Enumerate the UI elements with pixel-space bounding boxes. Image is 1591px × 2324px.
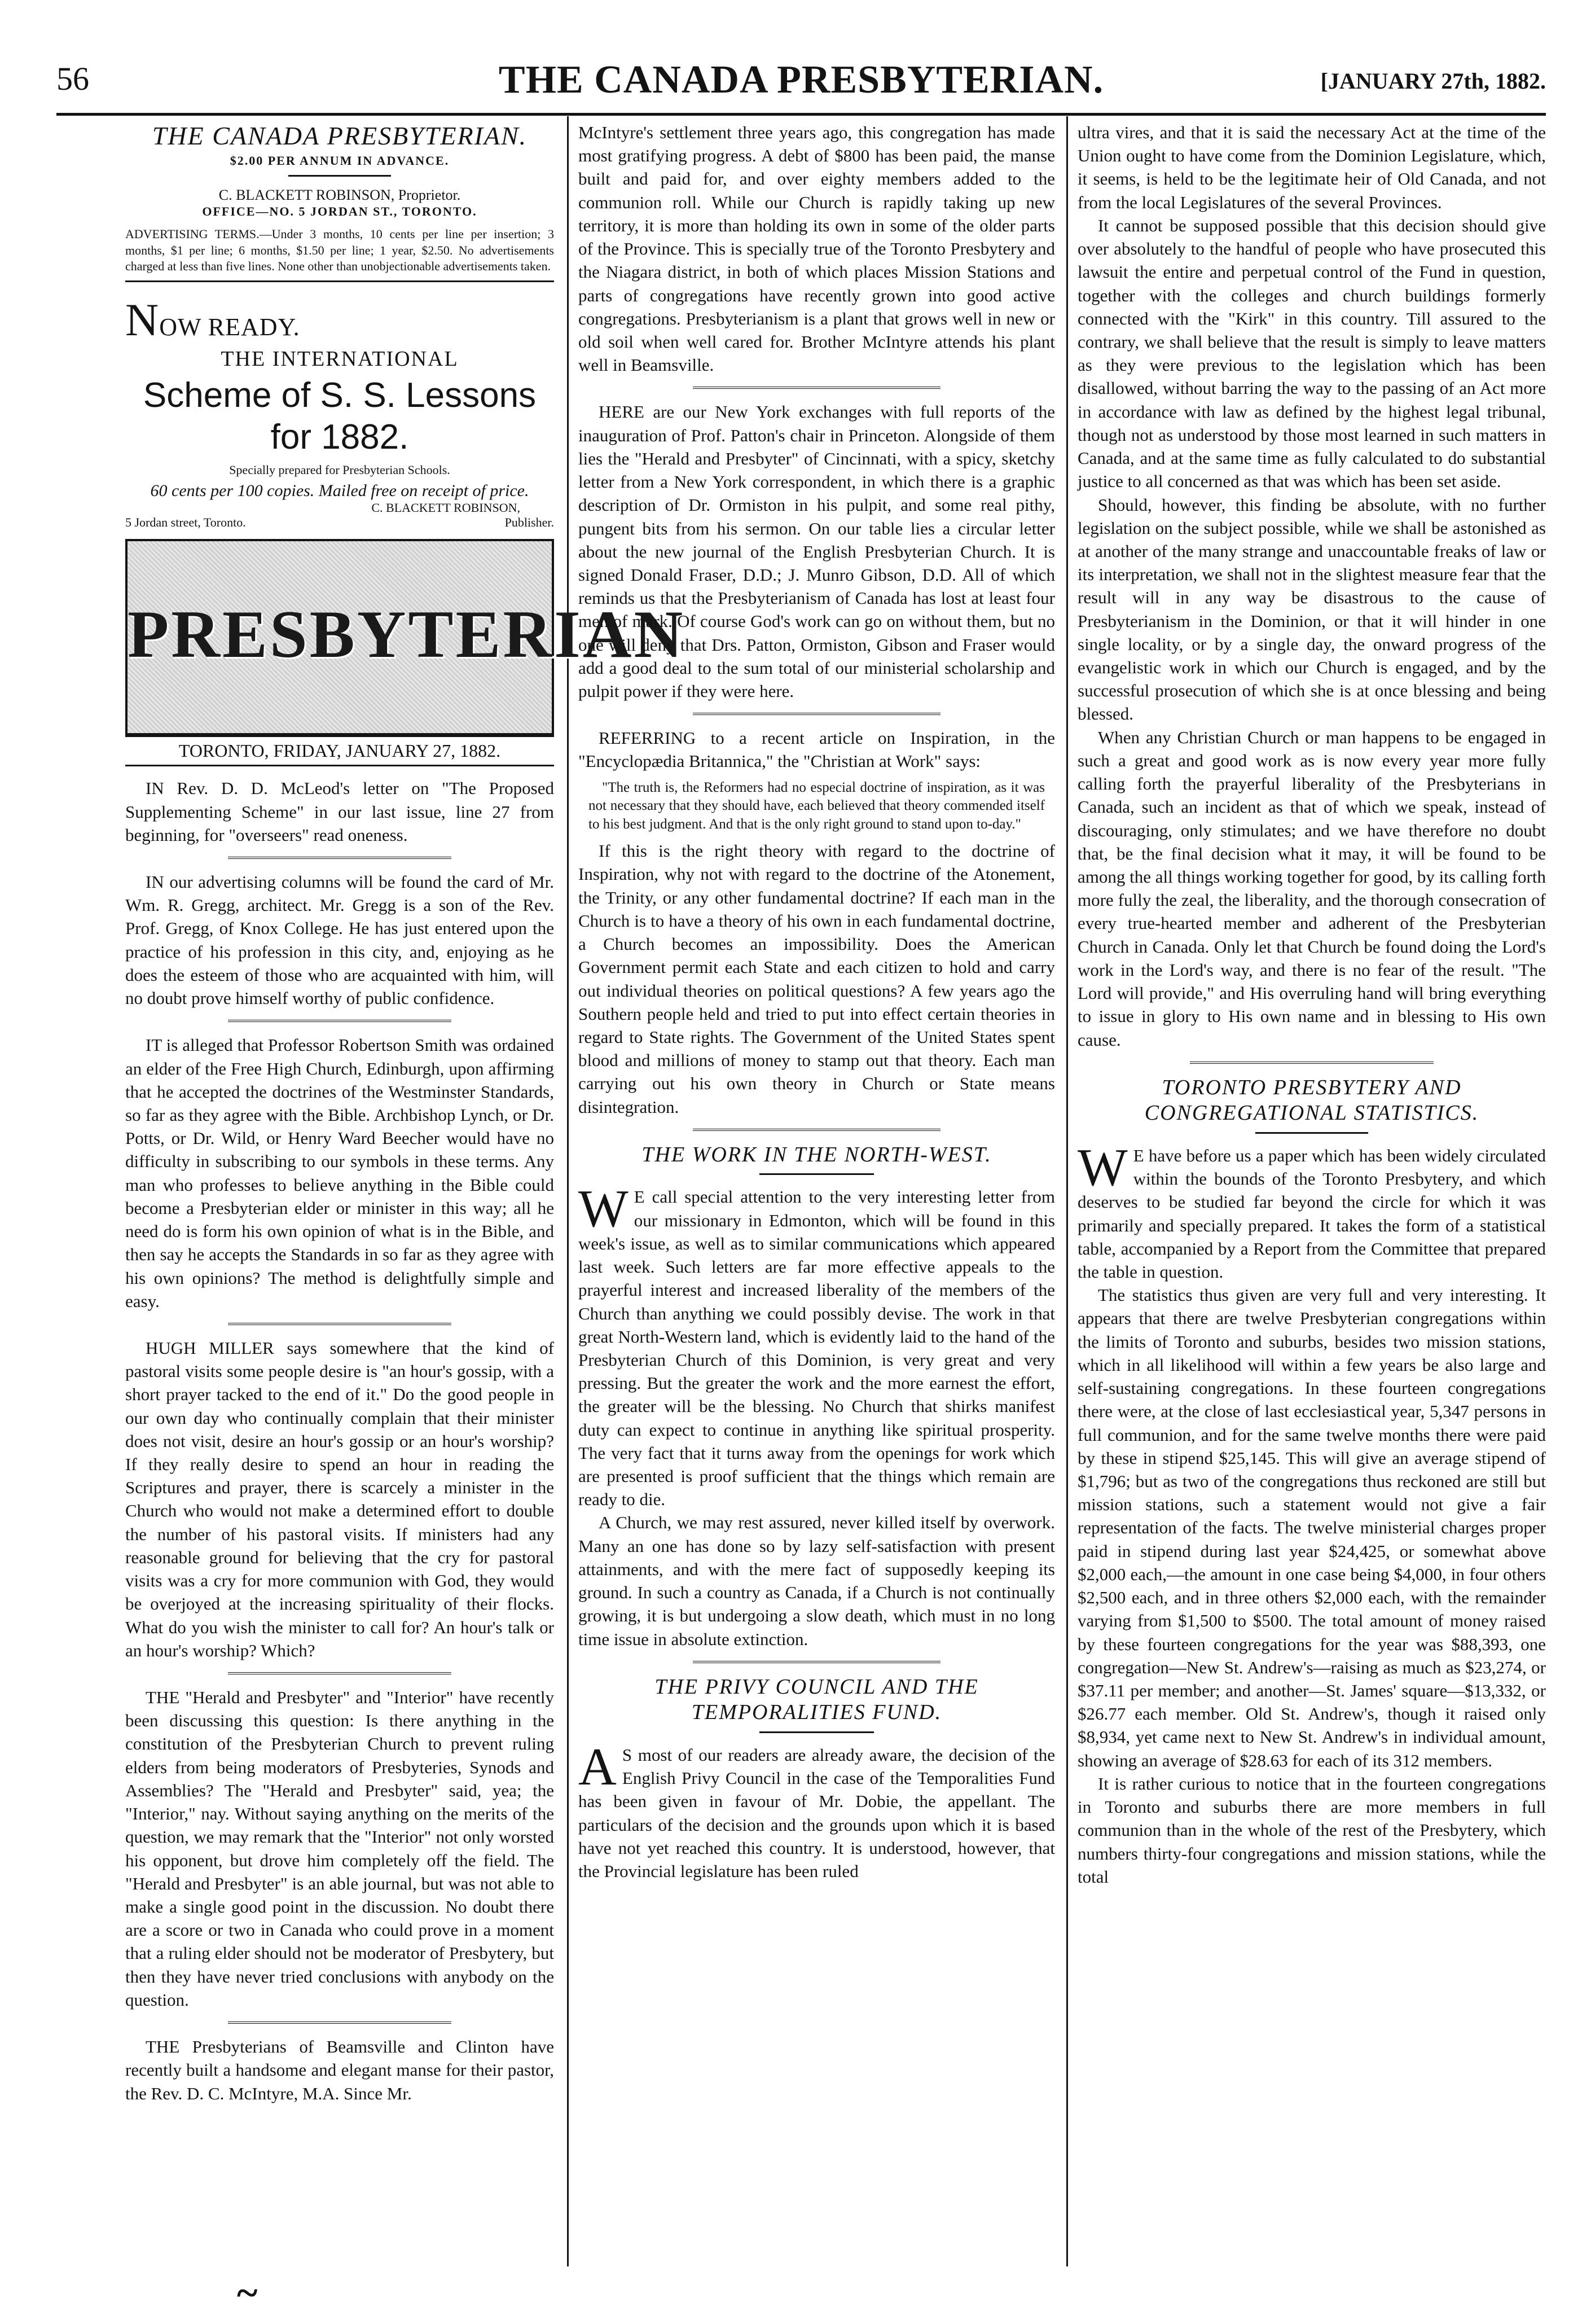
editorial-note: If this is the right theory with regard to the doctrine of Inspiration, why not with regard to the doctrine of the Atonement, the Trinity, or any other fundamental doctrine? If each man in the Church is to have a theory of his own in each fundamental doctrine, a Church becomes an impossibility. Does the American Government permit each State and each citizen to hold and carry out individual theories on political questions? A few years ago the Southern people held and tried to put into effect certain theories in regard to State rights. The Government of the United States spent blood and millions of money to stamp out that theory. Each man carrying out his own theory in Church or State means disintegration. xyxy=(578,841,1055,1117)
column-3 xyxy=(1078,121,1546,2265)
section-rule xyxy=(693,713,940,715)
ad-scheme-title: Scheme of S. S. Lessons for 1882. xyxy=(143,375,537,457)
drop-cap: W xyxy=(1078,1138,1128,1197)
advertisement xyxy=(125,293,554,347)
ink-mark: ~ xyxy=(237,2272,258,2315)
editorial-note: IT is alleged that Professor Robertson Smith was ordained an elder of the Free High Church, Edinburgh, upon affirming that he accepted the doctrines of the Westminster Standards, so far as they agree with the Bible. Archbishop Lynch, or Dr. Potts, or Dr. Wild, or Henry Ward Beecher would have no difficulty in subscribing to our symbols in these terms. Any man who professes to believe anything in the Bible could become a Presbyterian elder or minister in this way; all he need do is form his own opinion of what is in the Bible, and then say he accepts the Standards in so far as they agree with his own opinions? The method is delightfully simple and easy. xyxy=(125,1035,554,1311)
article-heading: THE WORK IN THE NORTH-WEST. xyxy=(641,1142,992,1167)
article-paragraph: ultra vires, and that it is said the necessary Act at the time of the Union ought to have come from the Dominion Legislature, which, it seems, is held to be the legitimate heir of Old Canada, and not from the local Legislatures of the several Provinces. xyxy=(1078,122,1546,212)
article-text: S most of our readers are already aware, the decision of the English Privy Council in the case of the Temporalities Fund has been given in favour of Mr. Dobie, the appellant. The particulars of the decision and the grounds upon which it is based have not yet reached this country. It is understood, however, that the Provincial legislature has been ruled xyxy=(578,1744,1055,1882)
section-rule xyxy=(693,387,940,389)
section-rule xyxy=(228,857,451,859)
editorial-note: REFERRING to a recent article on Inspiration, in the "Encyclopædia Britannica," the "Christian at Work" says: xyxy=(578,728,1055,771)
running-header xyxy=(56,60,1546,114)
advertising-terms: ADVERTISING TERMS.—Under 3 months, 10 cents per line per insertion; 3 months, $1 per line; 6 months, $1.50 per line; 1 year, $2.50. No advertisements charged at less than five lines. None other than unobjectionable advertisements taken. xyxy=(125,227,554,274)
column-1 xyxy=(125,121,685,2265)
article-paragraph xyxy=(578,1737,1055,1883)
editorial-note: THE "Herald and Presbyter" and "Interior" have recently been discussing this question: Is there anything in the constitution of the Presbyterian Church to prevent ruling elders from being moderators of Presbyteries, Synods and Assemblies? The "Herald and Presbyter" said, yea; the "Interior," nay. Without saying anything on the merits of the question, we may remark that the "Interior" not only worsted his opponent, but drove him completely off the field. The "Herald and Presbyter" is an able journal, but was not able to make a single good point in the discussion. No doubt there are a score or two in Canada who could prove in a moment that a ruling elder should not be moderator of Presbytery, but then they have never tried conclusions with anybody on the question. xyxy=(125,1687,554,2010)
article-paragraph: When any Christian Church or man happens to be engaged in such a great and good work as is now every year more fully calling forth the prayerful liberality of the Presbyterians in Canada, such an incident as that of which we speak, instead of discouraging, only stimulates; and we have therefore no doubt that, be the final decision what it may, it will be found to be among the all things working together for good, by its calling forth more fully the zeal, the liberality, and the thorough consecration of every true-hearted member and adherent of the Presbyterian Church in Canada. Only let that Church be found doing the Lord's work in the Lord's way, and there is no fear of the result. "The Lord will provide," and His overruling hand will bring everything to issue in glory to His own name and in blessing to His own cause. xyxy=(1078,727,1546,1050)
ad-specially: Specially prepared for Presbyterian Schools. xyxy=(229,462,450,477)
editorial-note: McIntyre's settlement three years ago, this congregation has made most gratifying progress. A debt of $800 has been paid, the manse built and paid for, and over eighty members added to the communion roll. While our Church is rapidly taking up new territory, it is more than holding its own in some of the older parts of the Province. This is specially true of the Toronto Presbytery and the Niagara district, in both of which places Mission Stations and parts of congregations have recently grown into good active congregations. Presbyterianism is a plant that grows well in new or old soil when well cared for. Brother McIntyre attends his plant well in Beamsville. xyxy=(578,122,1055,375)
page-number: 56 xyxy=(56,60,89,97)
ad-international: THE INTERNATIONAL xyxy=(221,347,459,371)
issue-date: [JANUARY 27th, 1882. xyxy=(1320,68,1546,94)
drop-cap: W xyxy=(578,1179,629,1239)
article-paragraph: The statistics thus given are very full and very interesting. It appears that there are twelve Presbyterian congregations within the limits of Toronto and suburbs, besides two mission stations, which in all likelihood will within a few years be also large and self-sustaining congregations. In these fourteen congregations there were, at the close of last ecclesiastical year, 5,347 persons in full communion, and for the same twelve months there were paid by these in stipend $25,145. This will give an average stipend of $1,796; but as two of the congregations thus reckoned are still but mission stations, such a statement would not give a fair representation of the facts. The twelve ministerial charges proper paid in stipend during last year $24,425, or somewhat above $2,000 each,—the amount in one case being $4,000, in four others $2,500 each, and in three others $2,000 each, with the remainder varying from $1,500 to $500. The total amount of money raised by these fourteen congregations for the year was $88,393, one congregation—New St. Andrew's—raising as much as $23,274, or $37.11 per member; and another—St. James' square—$13,332, or $26.77 each member. Old St. Andrew's, though it raised only $8,934, yet came next to New St. Andrew's in individual amount, showing an average of $28.63 for each of its 312 members. xyxy=(1078,1285,1546,1770)
header-rule xyxy=(56,113,1546,116)
rule xyxy=(759,1173,874,1175)
column-divider xyxy=(1066,116,1068,2266)
ad-publisher-label: Publisher. xyxy=(504,515,554,530)
ad-publisher-name: C. BLACKETT ROBINSON, xyxy=(371,501,520,515)
article-heading: TORONTO PRESBYTERY AND CONGREGATIONAL STATISTICS. xyxy=(1144,1075,1479,1125)
editorial-note: IN our advertising columns will be found the card of Mr. Wm. R. Gregg, architect. Mr. Gregg is a son of the Rev. Prof. Gregg, of Knox College. He has just entered upon the practice of his profession in this city, and, enjoying as he does the esteem of those who are acquainted with him, will no doubt prove himself worthy of public confidence. xyxy=(125,872,554,1008)
office-address: OFFICE—NO. 5 JORDAN ST., TORONTO. xyxy=(202,204,477,218)
article-paragraph: It is rather curious to notice that in the fourteen congregations in Toronto and suburbs there are more members in full communion than in the whole of the rest of the Presbytery, which numbers thirty-four congregations and mission stations, while the total xyxy=(1078,1773,1546,1887)
rule xyxy=(759,1731,874,1733)
editorial-note: HERE are our New York exchanges with full reports of the inauguration of Prof. Patton's chair in Princeton. Alongside of them lies the "Herald and Presbyter" of Cincinnati, with a spicy, sketchy letter from a New York correspondent, in which there is a graphic description of Dr. Ormiston in his pulpit, and some real pithy, pungent bits from his sermon. On our table lies a circular letter about the new journal of the English Presbyterian Church. It is signed Donald Fraser, D.D.; J. Munro Gibson, D.D. All of which reminds us that the Presbyterianism of Canada has lost at least four men of mark. Of course God's work can go on without them, but no one will deny that Drs. Patton, Ormiston, Gibson and Fraser would add a good deal to the sum total of our ministerial scholarship and pulpit power if they were here. xyxy=(578,402,1055,701)
article-paragraph xyxy=(1078,1138,1546,1283)
price-line: $2.00 PER ANNUM IN ADVANCE. xyxy=(230,154,450,168)
rule xyxy=(1255,1132,1368,1134)
editorial-note: IN Rev. D. D. McLeod's letter on "The Proposed Supplementing Scheme" in our last issue, line 27 from beginning, for "overseers" read oneness. xyxy=(125,778,554,845)
proprietor: C. BLACKETT ROBINSON, Proprietor. xyxy=(218,186,461,203)
ad-address: 5 Jordan street, Toronto. xyxy=(125,515,246,530)
section-rule xyxy=(693,1129,940,1131)
article-text: E have before us a paper which has been widely circulated within the bounds of the Toronto Presbytery, and which deserves to be studied far beyond the circle for which it was primarily and specially prepared. It takes the form of a statistical table, accompanied by a Report from the Committee that prepared the table in question. xyxy=(1078,1145,1546,1282)
section-rule xyxy=(228,1323,451,1325)
section-rule xyxy=(228,2022,451,2024)
block-quote: "The truth is, the Reformers had no especial doctrine of inspiration, as it was not necessary that they should have, each believed that theory commended itself to his best judgment. And that is the only right ground to stand upon to-day." xyxy=(588,779,1045,832)
column-2 xyxy=(578,121,1055,2265)
section-rule xyxy=(693,1661,940,1663)
article-heading: THE PRIVY COUNCIL AND THE TEMPORALITIES FUND. xyxy=(654,1674,979,1725)
section-rule xyxy=(228,1672,451,1674)
article-paragraph xyxy=(578,1179,1055,1511)
article-text: E call special attention to the very interesting letter from our missionary in Edmonton, which will be found in this week's issue, as well as to similar communications which appeared last week. Such letters are far more effective appeals to the prayerful interest and increased liberality of the members of the Church than anything we could possibly devise. The work in that great North-Western land, which is evidently laid to the hand of the Presbyterian Church of this Dominion, is very great and very pressing. But the greater the work and the more earnest the effort, the greater will be the blessing. No Church that shirks manifest duty can expect to continue in anything like spiritual prosperity. The very fact that it turns away from the openings for work which are presented is proof sufficient that the things which remain are ready to die. xyxy=(578,1187,1055,1510)
ad-initial: N xyxy=(125,293,160,345)
ad-price: 60 cents per 100 copies. Mailed free on receipt of price. xyxy=(150,481,529,501)
article-paragraph: Should, however, this finding be absolute, with no further legislation on the subject possible, while we shall be astonished as at another of the many strange and unaccountable freaks of law or its interpretation, we shall not in the slightest measure fear that the result will in any way be disastrous to the cause of Presbyterianism in the Dominion, or that it will hinder in one single locality, or by a single day, the onward progress of the evangelistic work in which our Church is engaged, and by the successful prosecution of which she is at once blessing and being blessed. xyxy=(1078,494,1546,724)
drop-cap: A xyxy=(578,1737,617,1796)
ad-footer xyxy=(125,515,554,530)
editorial-note: HUGH MILLER says somewhere that the kind of pastoral visits some people desire is "an hour's gossip, with a short prayer tacked to the end of it." Do the good people in our own day who continually complain that their minister does not visit, desire an hour's gossip or an hour's worship? If they really desire to spend an hour in reading the Scriptures and prayer, there is scarcely a minister in the Church who would not make a determined effort to double the number of his pastoral visits. If ministers had any reasonable ground for believing that the cry for pastoral visits was a cry for more communion with God, they would be overjoyed at the increasing spirituality of their flocks. What do you wish the minister to call for? An hour's talk or an hour's worship? Which? xyxy=(125,1338,554,1660)
rule xyxy=(125,280,554,282)
masthead-wordmark: PRESBYTERIAN xyxy=(128,597,685,672)
ad-now-ready: OW READY. xyxy=(159,313,300,341)
presbyterian-masthead xyxy=(125,539,685,735)
section-rule xyxy=(228,1020,451,1022)
editorial-note: THE Presbyterians of Beamsville and Clinton have recently built a handsome and elegant manse for their pastor, the Rev. D. C. McIntyre, M.A. Since Mr. xyxy=(125,2037,554,2103)
article-paragraph: It cannot be supposed possible that this decision should give over absolutely to the handful of people who have prosecuted this lawsuit the entire and perpetual control of the Fund in question, together with the colleges and church buildings formerly connected with the "Kirk" in this country. Till assured to the contrary, we shall believe that the result is simply to leave matters as they were previous to the legislation which has been disallowed, without barring the way to the passing of an Act more in accordance with law as defined by the highest legal tribunal, though not as understood by those most learned in such matters in Canada, and at the same time as fully calculated to do substantial justice to all concerned as that was which has been set aside. xyxy=(1078,215,1546,492)
paper-title: THE CANADA PRESBYTERIAN. xyxy=(498,58,1104,102)
rule xyxy=(288,175,391,177)
section-rule xyxy=(1190,1062,1434,1064)
dateline: TORONTO, FRIDAY, JANUARY 27, 1882. xyxy=(125,735,554,766)
masthead-title: THE CANADA PRESBYTERIAN. xyxy=(152,121,528,150)
article-paragraph: A Church, we may rest assured, never killed itself by overwork. Many an one has done so by lazy self-satisfaction with present attainments, and with the mere fact of supposedly keeping its ground. In such a country as Canada, if a Church is not continually growing, it is but undergoing a slow death, which must in no long time issue in absolute extinction. xyxy=(578,1512,1055,1649)
column-divider xyxy=(567,116,569,2266)
